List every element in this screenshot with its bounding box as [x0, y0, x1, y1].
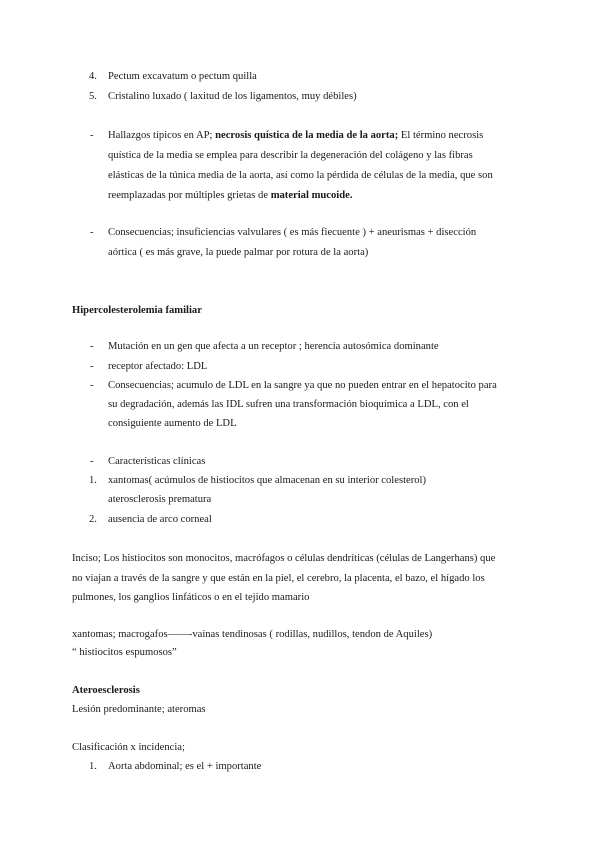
- bullet-dash: -: [90, 456, 94, 467]
- hallazgos-line-3: elásticas de la túnica media de la aorta, así como la pérdida de células de la media, que son: [108, 170, 493, 181]
- list-marker: 1.: [89, 475, 97, 486]
- lesion-predominante: Lesión predominante; ateromas: [72, 704, 206, 715]
- hiper-item-receptor: receptor afectado: LDL: [108, 361, 208, 372]
- heading-hipercolesterolemia: Hipercolesterolemia familiar: [72, 305, 202, 316]
- hallazgos-line-1: [108, 129, 483, 143]
- list-item-pectum: Pectum excavatum o pectum quilla: [108, 71, 257, 82]
- inciso-line-1: Inciso; Los histiocitos son monocitos, macrófagos o células dendríticas (células de Langerhans) que: [72, 553, 496, 564]
- consecuencias-line-2: aórtica ( es más grave, la puede palmar por rotura de la aorta): [108, 247, 369, 258]
- list-marker: 2.: [89, 514, 97, 525]
- clinica-xantomas: xantomas( acúmulos de histiocitos que almacenan en su interior colesterol): [108, 475, 427, 486]
- clasificacion-incidencia: Clasificación x incidencia;: [72, 742, 185, 753]
- hallazgos-line-4-prefix: reemplazadas por múltiples grietas de: [108, 190, 271, 201]
- clasif-item-aorta: Aorta abdominal; es el + importante: [108, 761, 262, 772]
- hallazgos-line-1-rest: El término necrosis: [398, 130, 484, 141]
- hallazgos-prefix: Hallazgos típicos en AP;: [108, 130, 216, 141]
- bullet-dash: -: [90, 361, 94, 372]
- heading-ateroesclerosis: Ateroesclerosis: [72, 685, 140, 696]
- xantomas-note-line-1: xantomas; macrogafos——-vainas tendinosas ( rodillas, nudillos, tendon de Aquiles): [72, 629, 433, 640]
- caracteristicas-clinicas: Características clínicas: [108, 456, 206, 467]
- bullet-dash: -: [90, 130, 94, 141]
- bullet-dash: -: [90, 341, 94, 352]
- hallazgos-line-4: [108, 189, 352, 203]
- hiper-consec-line-3: consiguiente aumento de LDL: [108, 418, 237, 429]
- xantomas-note-line-2: “ histiocitos espumosos”: [72, 647, 177, 658]
- hiper-consec-line-2: su degradación, además las IDL sufren una transformación bioquímica a LDL, con el: [108, 399, 469, 410]
- list-marker: 1.: [89, 761, 97, 772]
- list-item-cristalino: Cristalino luxado ( laxitud de los ligamentos, muy débiles): [108, 91, 357, 102]
- inciso-line-2: no viajan a través de la sangre y que están en la piel, el cerebro, la placenta, el bazo, el hígado los: [72, 573, 485, 584]
- hallazgos-bold-term-2: material mucoide.: [270, 190, 353, 201]
- bullet-dash: -: [90, 380, 94, 391]
- hallazgos-bold-term: necrosis quística de la media de la aorta;: [215, 130, 399, 141]
- consecuencias-line-1: Consecuencias; insuficiencias valvulares ( es más fiecuente ) + aneurismas + disección: [108, 227, 477, 238]
- bullet-dash: -: [90, 227, 94, 238]
- clinica-aterosclerosis: aterosclerosis prematura: [108, 494, 212, 505]
- clinica-arco-corneal: ausencia de arco corneal: [108, 514, 212, 525]
- hiper-consec-line-1: Consecuencias; acumulo de LDL en la sangre ya que no pueden entrar en el hepatocito para: [108, 380, 497, 391]
- list-marker: 5.: [89, 91, 97, 102]
- list-marker: 4.: [89, 71, 97, 82]
- hiper-item-mutacion: Mutación en un gen que afecta a un receptor ; herencia autosómica dominante: [108, 341, 439, 352]
- hallazgos-line-2: quística de la media se emplea para describir la degeneración del colágeno y las fibras: [108, 150, 473, 161]
- inciso-line-3: pulmones, los ganglios linfáticos o en el tejido mamario: [72, 592, 310, 603]
